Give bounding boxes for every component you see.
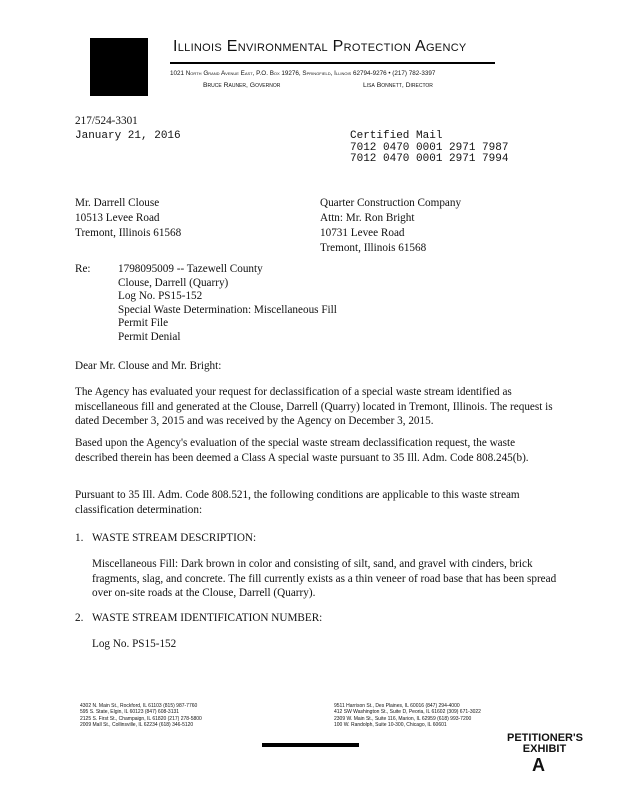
section-number: 1. [75,532,84,544]
footer-address: 100 W. Randolph, Suite 10-300, Chicago, IL 60601 [334,721,447,728]
paragraph: Pursuant to 35 Ill. Adm. Code 808.521, the following conditions are applicable to this waste stream classification determination: [75,489,520,516]
section-text: Log No. PS15-152 [92,638,177,650]
footer-address: 595 S. State, Elgin, IL 60123 (847) 608-3131 [80,709,180,716]
re-line: 1798095009 -- Tazewell County [118,263,263,275]
certified-mail [350,131,508,166]
re-line: Permit Denial [118,330,181,343]
redaction-bar [262,743,359,747]
section-text: Miscellaneous Fill: Dark brown in color and consisting of silt, sand, and gravel with cinders, brick fragments, slag, and concrete. The fill currently exists as a thin veneer of road base that has been spread over on-site roads at the Clouse, Darrell (Quarry). [92,558,557,599]
paragraph: The Agency has evaluated your request for declassification of a special waste stream identified as miscellaneous fill and generated at the Clouse, Darrell (Quarry) located in Tremont, Illinois. The request is dated December 3, 2015 and was received by the Agency on December 3, 2015. [75,386,553,427]
address-line: 10731 Levee Road [320,227,405,239]
certified-label: Certified Mail [350,130,443,142]
agency-address: 1021 North Grand Avenue East, P.O. Box 19276, Springfield, Illinois 62794-9276 • (217) 782-3397 [170,70,436,77]
exhibit-line: EXHIBIT [522,743,567,755]
paragraph: Based upon the Agency's evaluation of the special waste stream declassification request, the waste described therein has been deemed a Class A special waste pursuant to 35 Ill. Adm. Code 808.245(b). [75,437,529,464]
section-number: 2. [75,612,84,624]
exhibit-line: PETITIONER'S [507,732,583,744]
header-rule [170,62,495,64]
footer-address: 2125 S. First St., Champaign, IL 61820 (217) 278-5800 [80,715,202,722]
certified-number: 7012 0470 0001 2971 7994 [350,153,509,165]
re-label: Re: [75,263,91,275]
re-line: Special Waste Determination: Miscellaneous Fill [118,303,337,316]
footer-address: 4302 N. Main St., Rockford, IL 61103 (815) 987-7760 [80,703,198,709]
exhibit-letter: A [532,755,545,775]
agency-logo [90,38,148,96]
phone: 217/524-3301 [75,115,138,127]
address-line: Attn: Mr. Ron Bright [320,212,415,224]
agency-name: Illinois Environmental Protection Agency [173,38,467,55]
footer-address: 2309 W. Main St., Suite 116, Marion, IL 62959 (618) 993-7200 [334,715,472,722]
footer-address: 412 SW Washington St., Suite D, Peoria, IL 61602 (309) 671-3022 [334,709,481,716]
footer-address: 9511 Harrison St., Des Plaines, IL 60016 (847) 294-4000 [334,703,460,709]
re-block [118,263,337,344]
footer-left [80,703,202,728]
address-line: Tremont, Illinois 61568 [75,227,182,239]
footer-address: 2009 Mall St., Collinsville, IL 62234 (618) 346-5120 [80,721,194,728]
salutation: Dear Mr. Clouse and Mr. Bright: [75,360,222,372]
address-line: Quarter Construction Company [320,197,462,209]
exhibit-sticker [507,733,582,755]
section-heading: WASTE STREAM DESCRIPTION: [92,532,257,544]
address-line: Tremont, Illinois 61568 [320,242,427,254]
re-line: Log No. PS15-152 [118,290,203,302]
governor: Bruce Rauner, Governor [203,82,281,89]
address-line: Mr. Darrell Clouse [75,197,160,209]
section-heading: WASTE STREAM IDENTIFICATION NUMBER: [92,612,323,624]
recipient-1 [75,196,181,241]
director: Lisa Bonnett, Director [363,82,433,89]
footer-right [334,703,481,728]
re-line: Clouse, Darrell (Quarry) [118,276,229,289]
recipient-2 [320,196,461,256]
certified-number: 7012 0470 0001 2971 7987 [350,141,509,154]
letter-date: January 21, 2016 [75,130,181,142]
address-line: 10513 Levee Road [75,212,160,224]
re-line: Permit File [118,317,169,329]
